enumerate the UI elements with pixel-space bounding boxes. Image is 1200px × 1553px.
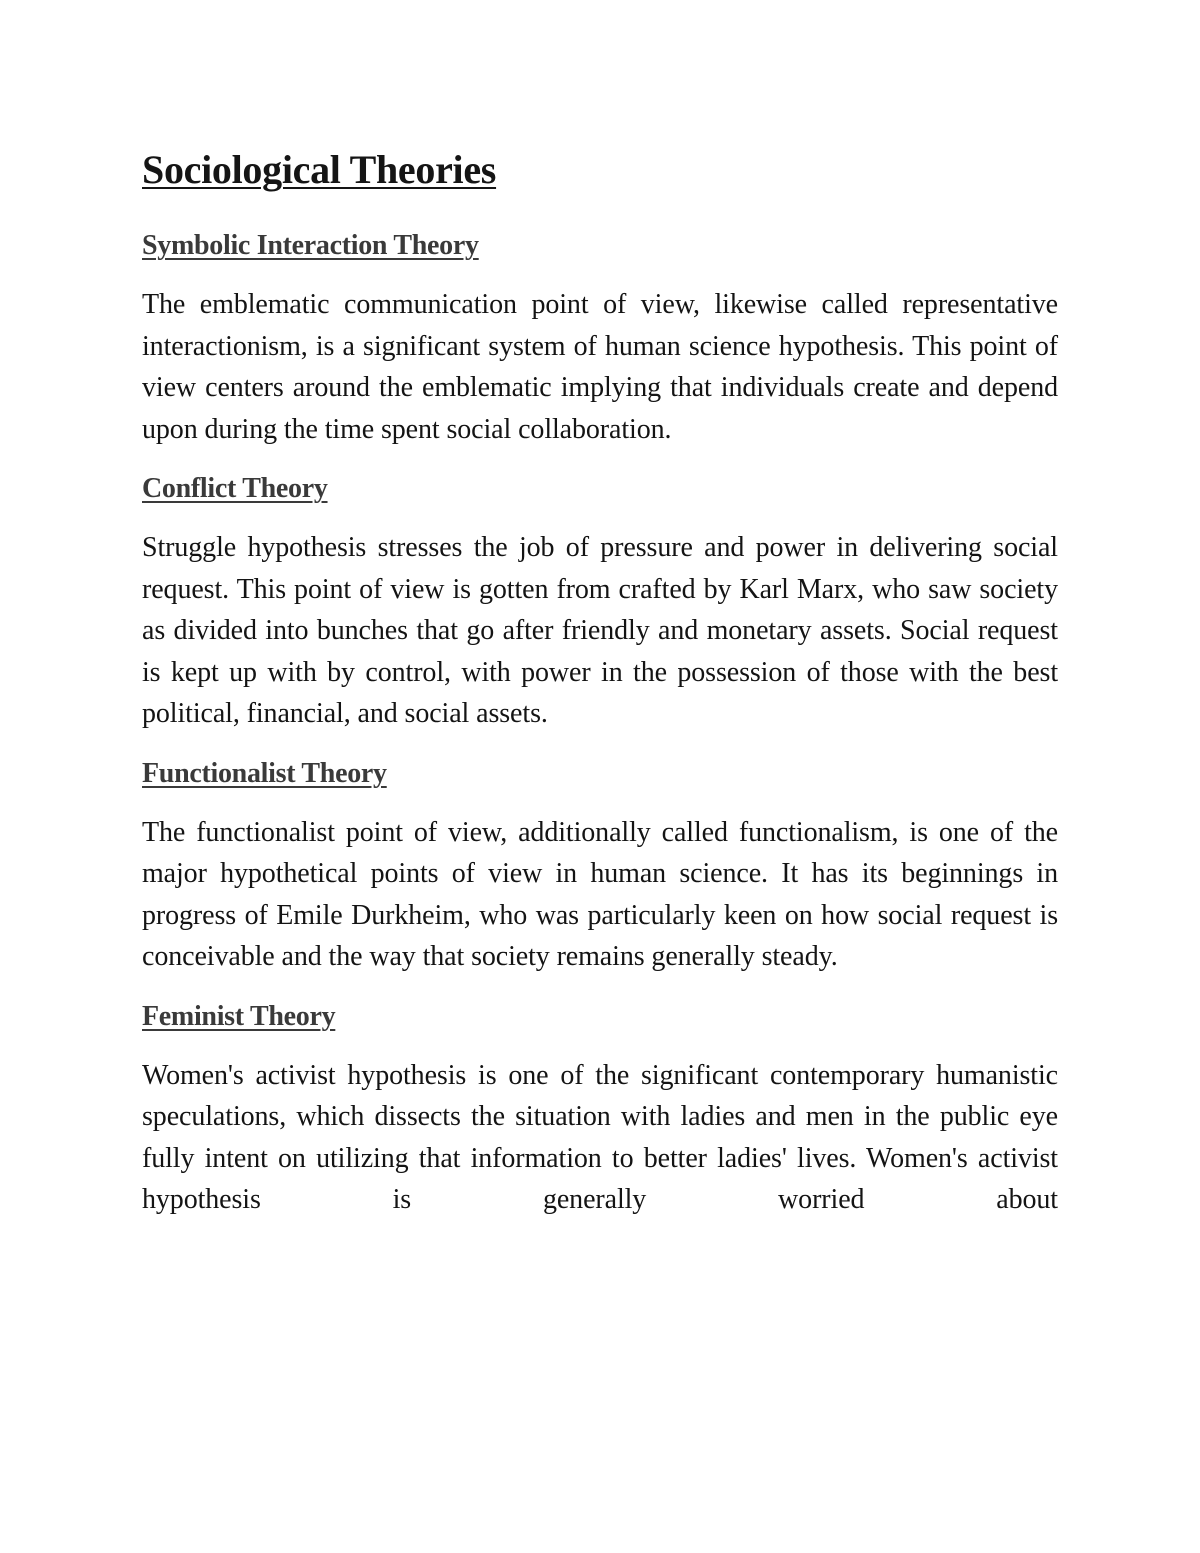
section-heading-conflict: Conflict Theory	[142, 473, 328, 504]
section-body-conflict: Struggle hypothesis stresses the job of pressure and power in delivering social request. This point of view is gotten from crafted by Karl Marx, who saw society as divided into bunches that go after friendly and monetary assets. Social request is kept up with by control, with power in the possession of those with the best political, financial, and social assets.	[142, 532, 1058, 729]
document-page	[142, 140, 1058, 1221]
section-heading-feminist: Feminist Theory	[142, 1000, 336, 1032]
section-heading-functionalist: Functionalist Theory	[142, 757, 387, 789]
section-body-feminist: Women's activist hypothesis is one of the significant contemporary humanistic speculations, which dissects the situation with ladies and men in the public eye fully intent on utilizing that information to better ladies' lives. Women's activist hypothesis is generally worried about	[142, 1059, 1058, 1215]
section-body-symbolic-interaction: The emblematic communication point of view, likewise called representative interactionism, is a significant system of human science hypothesis. This point of view centers around the emblematic implying that individuals create and depend upon during the time spent social collaboration.	[142, 289, 1058, 445]
section-heading-symbolic-interaction: Symbolic Interaction Theory	[142, 230, 479, 261]
page-title: Sociological Theories	[142, 147, 497, 192]
section-body-functionalist: The functionalist point of view, additionally called functionalism, is one of the major hypothetical points of view in human science. It has its beginnings in progress of Emile Durkheim, who was particularly keen on how social request is conceivable and the way that society remains generally steady.	[142, 816, 1058, 972]
